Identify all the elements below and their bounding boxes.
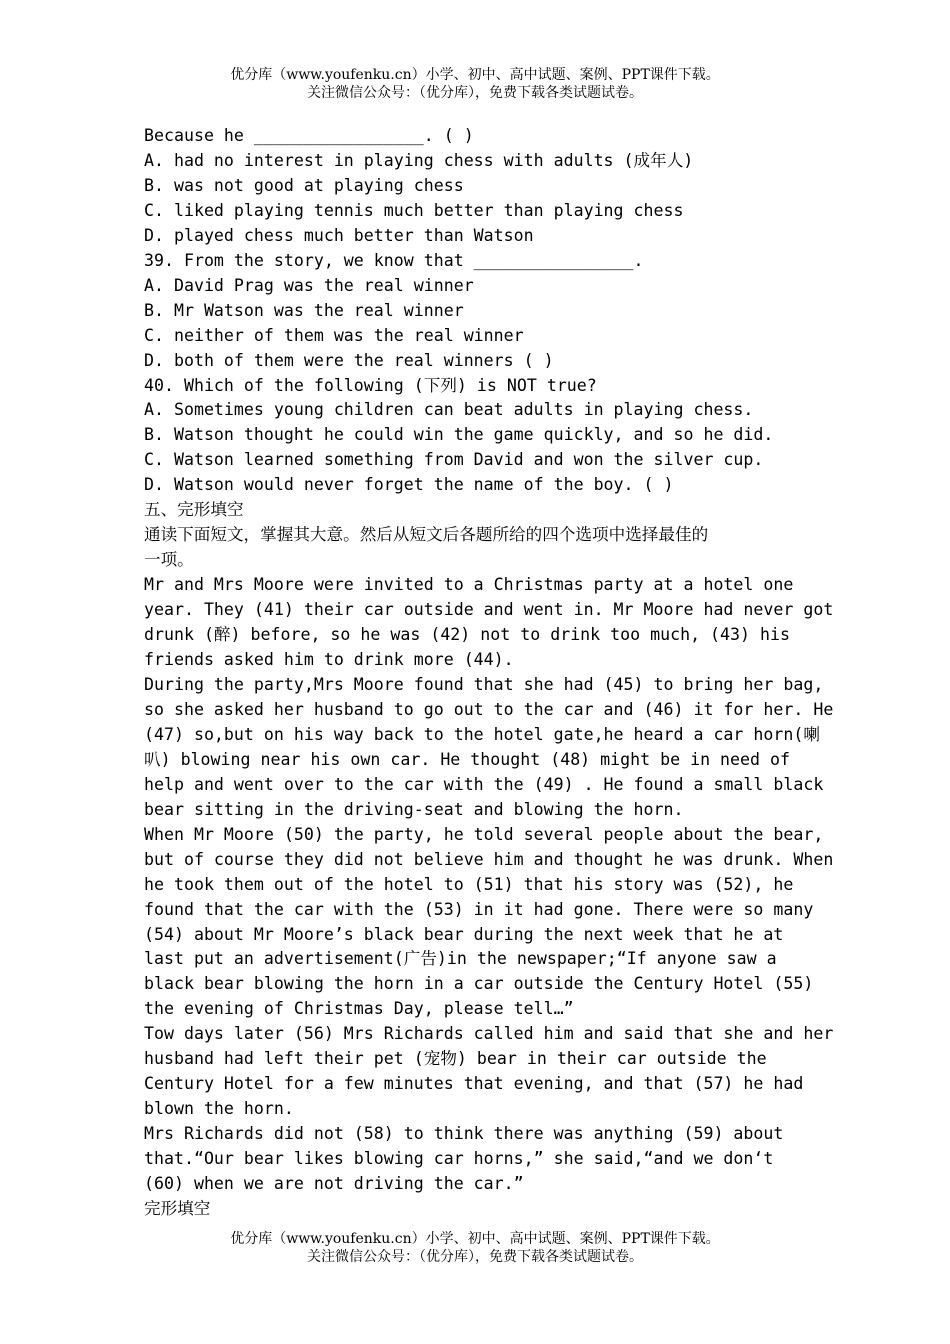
text-line: D. Watson would never forget the name of the boy. ( ) [144,475,674,495]
footer-line-1: 优分库（www.youfenku.cn）小学、初中、高中试题、案例、PPT课件下载。 [230,1231,720,1247]
header-line-1: 优分库（www.youfenku.cn）小学、初中、高中试题、案例、PPT课件下载。 [230,67,720,83]
text-line: Tow days later (56) Mrs Richards called him and said that she and her [144,1024,834,1044]
text-line: A. David Prag was the real winner [144,275,474,295]
header-line-2: 关注微信公众号：（优分库），免费下载各类试题试卷。 [307,85,643,101]
text-line: year. They (41) their car outside and went in. Mr Moore had never got [144,600,834,620]
text-line: 五、完形填空 [144,500,244,520]
text-line: D. both of them were the real winners ( ) [144,350,554,370]
text-line: bear sitting in the driving-seat and blowing the horn. [144,799,684,819]
text-line: C. liked playing tennis much better than playing chess [144,200,684,220]
text-line: D. played chess much better than Watson [144,225,534,245]
text-line: (60) when we are not driving the car.” [144,1174,524,1194]
page-header [0,66,950,102]
text-line: C. Watson learned something from David and won the silver cup. [144,450,764,470]
text-line: Mr and Mrs Moore were invited to a Christmas party at a hotel one [144,575,794,595]
text-line: he took them out of the hotel to (51) that his story was (52), he [144,874,794,894]
text-line: 一项。 [144,550,194,570]
document-body [144,124,834,1222]
text-line: husband had left their pet (宠物) bear in their car outside the [144,1049,767,1069]
text-line: B. Mr Watson was the real winner [144,300,464,320]
text-line: the evening of Christmas Day, please tell…” [144,999,574,1019]
text-line: found that the car with the (53) in it had gone. There were so many [144,899,814,919]
footer-line-2: 关注微信公众号：（优分库），免费下载各类试题试卷。 [307,1249,643,1265]
text-line: friends asked him to drink more (44). [144,650,514,670]
text-line: B. Watson thought he could win the game quickly, and so he did. [144,425,774,445]
text-line: black bear blowing the horn in a car outside the Century Hotel (55) [144,974,814,994]
text-line: last put an advertisement(广告)in the newspaper;“If anyone saw a [144,949,777,969]
text-line: When Mr Moore (50) the party, he told several people about the bear, [144,824,824,844]
text-line: 完形填空 [144,1198,211,1218]
text-line: (47) so,but on his way back to the hotel gate,he heard a car horn(喇 [144,724,820,744]
text-line: but of course they did not believe him and thought he was drunk. When [144,849,834,869]
text-line: Century Hotel for a few minutes that evening, and that (57) he had [144,1074,804,1094]
text-line: 叭) blowing near his own car. He thought (48) might be in need of [144,749,790,769]
text-line: B. was not good at playing chess [144,175,464,195]
page-footer [0,1230,950,1266]
text-line: A. had no interest in playing chess with adults (成年人) [144,150,694,170]
text-line: that.“Our bear likes blowing car horns,” she said,“and we don‘t [144,1149,774,1169]
text-line: During the party,Mrs Moore found that she had (45) to bring her bag, [144,674,824,694]
text-line: 40. Which of the following (下列) is NOT true? [144,375,597,395]
text-line: help and went over to the car with the (49) . He found a small black [144,774,824,794]
text-line: Mrs Richards did not (58) to think there was anything (59) about [144,1124,784,1144]
text-line: A. Sometimes young children can beat adults in playing chess. [144,400,754,420]
text-line: drunk (醉) before, so he was (42) not to drink too much, (43) his [144,625,790,645]
text-line: 通读下面短文，掌握其大意。然后从短文后各题所给的四个选项中选择最佳的 [144,525,709,545]
text-line: so she asked her husband to go out to the car and (46) it for her. He [144,699,834,719]
text-line: Because he _________________. ( ) [144,126,474,145]
text-line: C. neither of them was the real winner [144,325,524,345]
text-line: blown the horn. [144,1099,294,1119]
text-line: 39. From the story, we know that ________________. [144,250,644,270]
text-line: (54) about Mr Moore’s black bear during the next week that he at [144,924,784,944]
